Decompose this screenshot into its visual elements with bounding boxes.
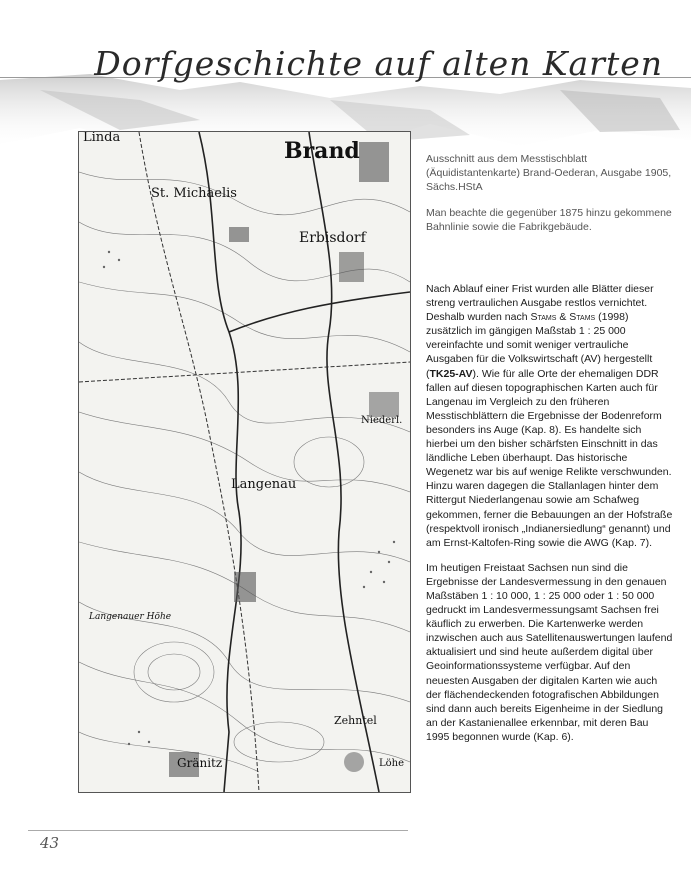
body-paragraph-1: Nach Ablauf einer Frist wurden alle Blätter dieser streng vertraulichen Ausgabe restlos vernichtet. Deshalb wurden nach Stams & Stams (1998) zusätzlich im gängigen Maßstab 1 : 25 000 vereinfachte und somit weniger vertrauliche Ausgaben für die Volkswirtschaft (AV) hergestellt (TK25-AV). Wie für alle Orte der ehemaligen DDR fallen auf diesen topographischen Karten auch für Langenau im Vergleich zu den früheren Messtischblättern die Ergebnisse der Bodenreform besonders ins Auge (Kap. 8). Es handelte sich hierbei um den bisher schärfsten Einschnitt in das ländliche Leben überhaupt. Das historische Wegenetz war bis auf wenige Relikte verschwunden. Hinzu waren dagegen die Stallanlagen hinter dem Rittergut Niederlangenau sowie am Schafweg gekommen, ferner die Bebauungen an der Hofstraße (respektvoll ironisch „Indianersiedlung“ genannt) und am Ernst-Kaltofen-Ring sowie die AWG (Kap. 7). (426, 283, 673, 549)
map-label-linda: Linda (83, 131, 121, 145)
map-label-niederlangenau: Niederl. (361, 415, 403, 426)
map-label-zehntel: Zehntel (334, 714, 377, 727)
author-name: Stams (530, 311, 557, 324)
map-label-lohe: Löhe (379, 758, 405, 769)
historic-map (78, 131, 411, 793)
map-series-code: TK25-AV (429, 367, 473, 380)
map-label-st-michaelis: St. Michaelis (151, 186, 237, 201)
page-title: Dorfgeschichte auf alten Karten (94, 44, 663, 83)
author-name: Stams (569, 311, 596, 324)
map-label-brand: Brand (284, 138, 360, 164)
page-number: 43 (40, 834, 60, 852)
body-text (426, 282, 674, 755)
body-paragraph-2: Im heutigen Freistaat Sachsen nun sind die Ergebnisse der Landesvermessung in den genauen Maßstäben 1 : 10 000, 1 : 25 000 oder 1 : 50 000 gedruckt im Landesvermessungsamt Sachsen frei käuflich zu erwerben. Die Kartenwerke werden inzwischen auch aus Satellitenauswertungen laufend aktualisiert und sind heute außerdem digital über Geoinformationssysteme verfügbar. Auf den neuesten Ausgaben der digitalen Karten wie auch der flächendeckenden fotografischen Abbildungen sind dann auch bereits Eigenheime in der Siedlung an der Kastanienallee erkennbar, mit deren Bau 1995 begonnen wurde (Kap. 6). (426, 561, 673, 743)
map-caption (426, 152, 674, 246)
footer-rule (28, 830, 408, 831)
caption-source: Ausschnitt aus dem Messtischblatt (Äquidistantenkarte) Brand-Oederan, Ausgabe 1905, Sächs.HStA (426, 153, 672, 193)
caption-note: Man beachte die gegenüber 1875 hinzu gekommene Bahnlinie sowie die Fabrikgebäude. (426, 207, 672, 233)
map-label-erbisdorf: Erbisdorf (299, 230, 366, 246)
map-label-granitz: Gränitz (177, 756, 223, 770)
map-label-langenau: Langenau (231, 477, 297, 492)
map-label-langenauer-hohe: Langenauer Höhe (89, 612, 172, 622)
